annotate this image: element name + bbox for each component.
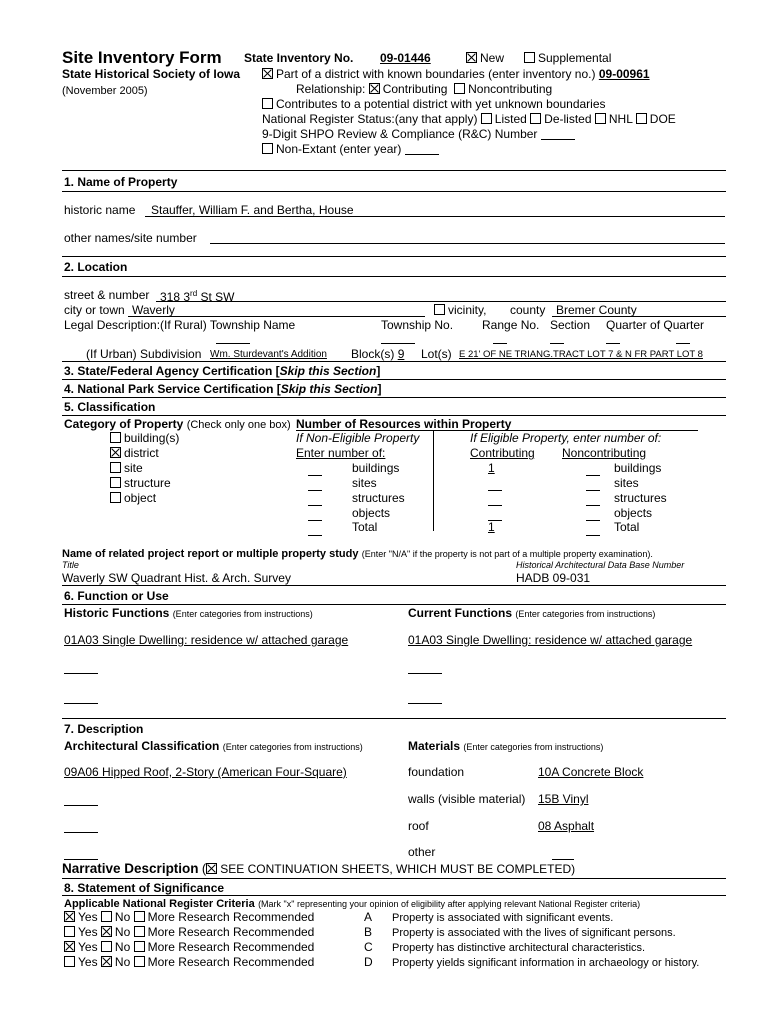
study-title-value[interactable]: Waverly SW Quadrant Hist. & Arch. Survey <box>62 571 291 585</box>
criteria-row-d: Yes No More Research Recommended <box>64 956 314 970</box>
contributing-total[interactable]: 1 <box>488 520 495 534</box>
continuation-checkbox[interactable] <box>206 863 217 874</box>
block-label: Block(s) <box>351 347 395 361</box>
supplemental-checkbox[interactable] <box>524 52 535 63</box>
contributing-buildings[interactable]: 1 <box>488 461 495 475</box>
section-label: Section <box>550 318 591 332</box>
delisted-checkbox[interactable] <box>530 113 541 124</box>
res-sites-label-2: sites <box>614 476 639 490</box>
nc-objects-field[interactable] <box>586 520 600 521</box>
category-site[interactable]: site <box>110 462 143 476</box>
county-value[interactable]: Bremer County <box>556 303 637 317</box>
walls-value[interactable]: 15B Vinyl <box>538 792 589 806</box>
narrative-note: SEE CONTINUATION SHEETS, WHICH MUST BE COMPLETED) <box>220 862 576 876</box>
res-total-label: Total <box>352 520 378 534</box>
inventory-no-value: 09-01446 <box>380 51 431 65</box>
category-district[interactable]: district <box>110 447 159 461</box>
listed-checkbox[interactable] <box>481 113 492 124</box>
criterion-c-more[interactable] <box>134 941 145 952</box>
non-eligible-label: If Non-Eligible Property <box>296 431 420 445</box>
doe-checkbox[interactable] <box>636 113 647 124</box>
criteria-row-b: Yes No More Research Recommended <box>64 926 314 940</box>
district-no: 09-00961 <box>598 67 650 81</box>
section-divider <box>62 256 726 257</box>
current-functions-label: Current Functions <box>408 606 512 620</box>
nc-sites-field[interactable] <box>586 490 600 491</box>
section-divider <box>62 276 726 277</box>
res-structures-label-2: structures <box>614 491 667 505</box>
ne-objects-field[interactable] <box>308 520 322 521</box>
narrative-label: Narrative Description <box>62 861 199 876</box>
township-name-field[interactable] <box>216 343 250 344</box>
range-no-field[interactable] <box>493 343 507 344</box>
c-structures-field[interactable] <box>488 505 502 506</box>
c-sites-field[interactable] <box>488 490 502 491</box>
vicinity-label: vicinity, <box>448 303 487 317</box>
section-1-title: 1. Name of Property <box>64 175 178 189</box>
lot-label: Lot(s) <box>421 347 452 361</box>
ne-buildings-field[interactable] <box>308 475 322 476</box>
vicinity-checkbox[interactable] <box>434 304 445 315</box>
criterion-d-yes[interactable] <box>64 956 75 967</box>
arch-class-value[interactable]: 09A06 Hipped Roof, 2-Story (American Four-Square) <box>64 765 347 779</box>
eligible-label: If Eligible Property, enter number of: <box>470 431 662 445</box>
roof-label: roof <box>408 819 429 833</box>
enter-number-label: Enter number of: <box>296 446 386 460</box>
township-no-label: Township No. <box>381 318 454 332</box>
criteria-row-a: Yes No More Research Recommended <box>64 911 314 925</box>
res-total-label-2: Total <box>614 520 640 534</box>
other-names-field[interactable] <box>210 243 725 244</box>
hadb-label: Historical Architectural Data Base Number <box>516 560 685 570</box>
section-3-title: 3. State/Federal Agency Certification [Skip this Section] <box>64 364 381 378</box>
resources-title: Number of Resources within Property <box>296 417 512 431</box>
county-label: county <box>510 303 546 317</box>
noncontributing-header: Noncontributing <box>562 446 647 460</box>
criterion-a-no[interactable] <box>101 911 112 922</box>
criterion-a-yes[interactable] <box>64 911 75 922</box>
noncontributing-label: Noncontributing <box>468 82 553 96</box>
supplemental-label: Supplemental <box>538 51 612 65</box>
form-date: (November 2005) <box>62 85 148 97</box>
society-name: State Historical Society of Iowa <box>62 67 241 81</box>
historic-function-3[interactable] <box>64 703 98 704</box>
shpo-review-field[interactable] <box>541 130 575 140</box>
criterion-c-letter: C <box>364 940 373 954</box>
city-value[interactable]: Waverly <box>132 303 175 317</box>
criterion-d-no[interactable] <box>101 956 112 967</box>
quarter-field[interactable] <box>606 343 620 344</box>
ne-sites-field[interactable] <box>308 490 322 491</box>
historic-function-1[interactable]: 01A03 Single Dwelling: residence w/ attached garage <box>64 633 349 647</box>
criterion-c-no[interactable] <box>101 941 112 952</box>
criterion-a-text: Property is associated with significant events. <box>392 912 614 924</box>
res-buildings-label: buildings <box>352 461 400 475</box>
nr-status-label: National Register Status:(any that apply) <box>262 112 478 126</box>
criterion-d-more[interactable] <box>134 956 145 967</box>
historic-functions-label: Historic Functions <box>64 606 170 620</box>
non-extant-label: Non-Extant (enter year) <box>276 142 402 156</box>
criterion-d-text: Property yields significant information in archaeology or history. <box>392 957 700 969</box>
relationship-label: Relationship: <box>296 82 366 96</box>
nhl-label: NHL <box>608 112 633 126</box>
potential-district-checkbox[interactable] <box>262 98 273 109</box>
current-function-2[interactable] <box>408 673 442 674</box>
inventory-no-label: State Inventory No. <box>244 51 354 65</box>
arch-class-2[interactable] <box>64 805 98 806</box>
section-field[interactable] <box>550 343 564 344</box>
category-structure[interactable]: structure <box>110 477 171 491</box>
res-buildings-label-2: buildings <box>614 461 662 475</box>
ne-total-field[interactable] <box>308 535 322 536</box>
res-structures-label: structures <box>352 491 405 505</box>
other-names-label: other names/site number <box>64 231 197 245</box>
non-extant-checkbox[interactable] <box>262 143 273 154</box>
range-no-label: Range No. <box>482 318 540 332</box>
subdivision-label: (If Urban) Subdivision <box>86 347 202 361</box>
current-function-3[interactable] <box>408 703 442 704</box>
title-label: Title <box>62 560 79 570</box>
category-object[interactable]: object <box>110 492 156 506</box>
roof-value[interactable]: 08 Asphalt <box>538 819 595 833</box>
criterion-b-yes[interactable] <box>64 926 75 937</box>
section-2-title: 2. Location <box>64 260 128 274</box>
criterion-c-text: Property has distinctive architectural characteristics. <box>392 942 646 954</box>
historic-name-value[interactable]: Stauffer, William F. and Bertha, House <box>151 203 354 217</box>
section-divider <box>62 191 726 192</box>
nc-total-field[interactable] <box>586 535 600 536</box>
contributing-checkbox[interactable] <box>369 83 380 94</box>
nc-buildings-field[interactable] <box>586 475 600 476</box>
street-label: street & number <box>64 288 150 302</box>
form-title: Site Inventory Form <box>62 48 222 67</box>
related-study-label: Name of related project report or multiple property study <box>62 548 359 560</box>
foundation-label: foundation <box>408 765 465 779</box>
quarter-of-field[interactable] <box>676 343 690 344</box>
doe-label: DOE <box>649 112 676 126</box>
nc-structures-field[interactable] <box>586 505 600 506</box>
criterion-a-more[interactable] <box>134 911 145 922</box>
criteria-row-c: Yes No More Research Recommended <box>64 941 314 955</box>
delisted-label: De-listed <box>544 112 592 126</box>
category-building[interactable]: building(s) <box>110 432 179 446</box>
criterion-b-more[interactable] <box>134 926 145 937</box>
criterion-b-letter: B <box>364 925 373 939</box>
current-function-1[interactable]: 01A03 Single Dwelling: residence w/ attached garage <box>408 633 693 647</box>
criteria-label: Applicable National Register Criteria <box>64 898 255 910</box>
criterion-a-letter: A <box>364 910 373 924</box>
criterion-b-no[interactable] <box>101 926 112 937</box>
non-extant-year-field[interactable] <box>405 145 439 155</box>
criterion-c-yes[interactable] <box>64 941 75 952</box>
res-objects-label-2: objects <box>614 506 653 520</box>
current-functions-note: (Enter categories from instructions) <box>515 609 656 619</box>
section-8-title: 8. Statement of Significance <box>64 881 225 895</box>
other-label: other <box>408 845 436 859</box>
shpo-review-label: 9-Digit SHPO Review & Compliance (R&C) Number <box>262 127 538 141</box>
related-study-note: (Enter "N/A" if the property is not part of a multiple property examination). <box>361 549 653 559</box>
category-note: (Check only one box) <box>186 419 291 431</box>
lot-value[interactable]: E 21' OF NE TRIANG.TRACT LOT 7 & N FR PART LOT 8 <box>459 349 703 360</box>
res-sites-label: sites <box>352 476 377 490</box>
site-inventory-form: Site Inventory Form State Inventory No. 09-01446 New Supplemental State Historical Society of Iowa Part of a district with known boundaries (enter inventory no.) 09-00961 (November 2005) Relationship: Contributing Noncontributing Contributes to a potential district with yet unknown boundaries National Register Status:(any that apply) Listed De-listed NHL DOE 9-Digit SHPO Review & Compliance (R&C) Number Non-Extant (enter year) 1. Name of Property historic name Stauffer, William F. and Bertha, House other names/site number 2. Location street & number 318 3rd St SW city or town Waverly vicinity, county Bremer County Legal Description:(If Rural) Township Name Township No. Range No. Section Quarter of Quarter (If Urban) Subdivision Wm. Sturdevant's Addition Block(s) 9 Lot(s) E 21' OF NE TRIANG.TRACT LOT 7 & N FR PART LOT 8 3. State/Federal Agency Certification [Skip this Section] 4. National Park Service Certification [Skip this Section] 5. Classification Category of Property (Check only one box) building(s) district site structure object Number of Resources within Property If Non-Eligible Property If Eligible Property, enter number of: Enter number of: Contributing Noncontributing buildings 1 buildings sites sites structures structures objects objects Total 1 Total Name of related project report or multiple property study (Enter "N/A" if the property is not part of a multiple property examination). Title Historical Architectural Data Base Number Waverly SW Quadrant Hist. & Arch. Survey HADB 09-031 6. Function or Use Historic Functions (Enter categories from instructions) Current Functions (Enter categories from instructions) 01A03 Single Dwelling: residence w/ attached garage 01A03 Single Dwelling: residence w/ attached garage 7. Description Architectural Classification (Enter categories from instructions) Materials (Enter categories from instructions) 09A06 Hipped Roof, 2-Story (American Four-Square) foundation 10A Concrete Block walls (visible material) 15B Vinyl roof 08 Asphalt other Narrative Description ( SEE CONTINUATION SHEETS, WHICH MUST BE COMPLETED) 8. Statement of Significance Applicable National Register Criteria (Mark "x" representing your opinion of eligibility after applying relevant National Register criteria) Yes No More Research Recommended A Property is associated with significant events. Yes No More Research Recommended B Property is associated with the lives of significant persons. Yes No More Research Recommended C Property has distinctive architectural characteristics. Yes No More Research Recommended D Property yields significant information in archaeology or history. <box>0 0 770 1024</box>
legal-description-label: Legal Description:(If Rural) <box>64 318 207 332</box>
materials-note: (Enter categories from instructions) <box>463 742 604 752</box>
criterion-d-letter: D <box>364 955 373 969</box>
part-of-district-checkbox[interactable] <box>262 68 273 79</box>
contributing-label: Contributing <box>382 82 448 96</box>
section-4-title: 4. National Park Service Certification [Skip this Section] <box>64 382 382 396</box>
part-of-district-label: Part of a district with known boundaries (enter inventory no.) <box>276 67 596 81</box>
historic-name-label: historic name <box>64 203 136 217</box>
arch-class-3[interactable] <box>64 832 98 833</box>
section-5-title: 5. Classification <box>64 400 156 414</box>
nhl-checkbox[interactable] <box>595 113 606 124</box>
category-label: Category of Property <box>64 417 184 431</box>
res-objects-label: objects <box>352 506 391 520</box>
listed-label: Listed <box>494 112 527 126</box>
city-label: city or town <box>64 303 125 317</box>
historic-function-2[interactable] <box>64 673 98 674</box>
hadb-value[interactable]: HADB 09-031 <box>516 571 591 585</box>
section-6-title: 6. Function or Use <box>64 589 169 603</box>
block-value[interactable]: 9 <box>397 347 405 361</box>
township-name-label: Township Name <box>209 318 296 332</box>
section-7-title: 7. Description <box>64 722 144 736</box>
new-checkbox[interactable] <box>466 52 477 63</box>
foundation-value[interactable]: 10A Concrete Block <box>538 765 644 779</box>
materials-label: Materials <box>408 739 461 753</box>
criterion-b-text: Property is associated with the lives of significant persons. <box>392 927 676 939</box>
contributing-header: Contributing <box>470 446 535 460</box>
arch-class-label: Architectural Classification <box>64 739 220 753</box>
new-label: New <box>480 51 505 65</box>
subdivision-value[interactable]: Wm. Sturdevant's Addition <box>210 349 327 360</box>
criteria-note: (Mark "x" representing your opinion of eligibility after applying relevant National Register criteria) <box>258 899 641 909</box>
historic-functions-note: (Enter categories from instructions) <box>172 609 313 619</box>
arch-class-note: (Enter categories from instructions) <box>222 742 363 752</box>
quarter-of-quarter-label: Quarter of Quarter <box>606 318 705 332</box>
ne-structures-field[interactable] <box>308 505 322 506</box>
noncontributing-checkbox[interactable] <box>454 83 465 94</box>
section-divider <box>62 170 726 171</box>
walls-label: walls (visible material) <box>408 792 526 806</box>
potential-district-label: Contributes to a potential district with yet unknown boundaries <box>276 97 606 111</box>
other-material-field[interactable] <box>552 859 574 860</box>
arch-class-4[interactable] <box>64 859 98 860</box>
township-no-field[interactable] <box>381 343 415 344</box>
street-value[interactable]: 318 3rd St SW <box>160 289 235 304</box>
